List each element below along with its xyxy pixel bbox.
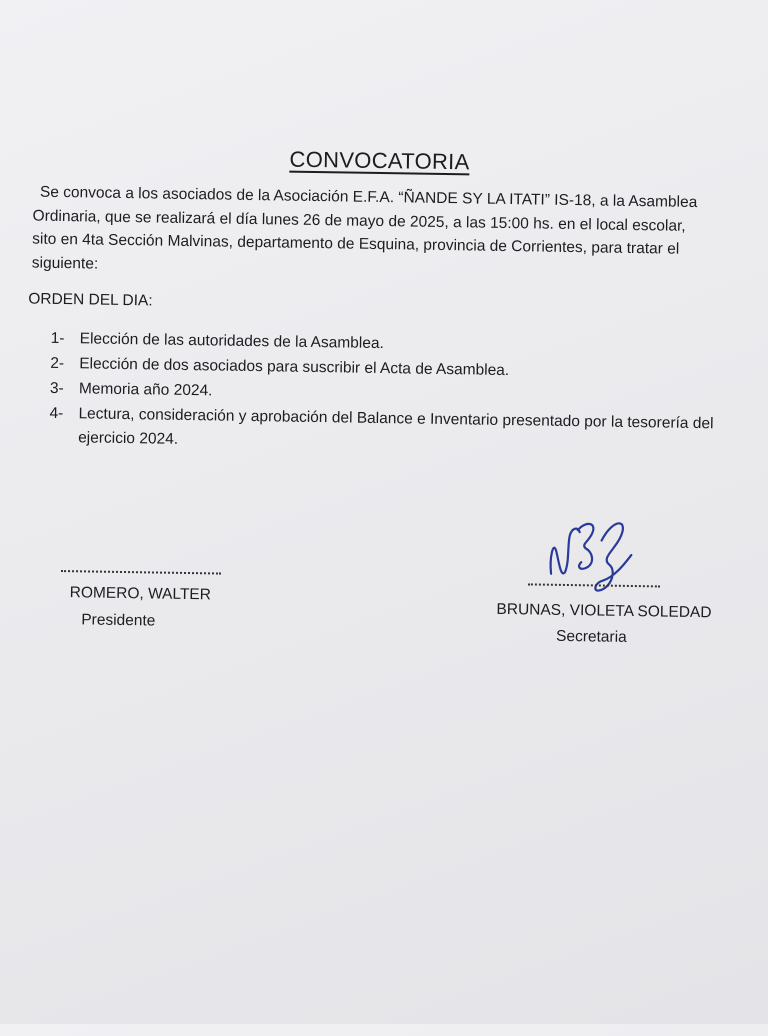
- agenda-item-number: 3-: [49, 379, 64, 398]
- president-name: ROMERO, WALTER: [69, 584, 212, 604]
- agenda-item-text: Memoria año 2024.: [78, 380, 213, 400]
- secretary-role: Secretaria: [555, 627, 627, 646]
- secretary-name: BRUNAS, VIOLETA SOLEDAD: [496, 600, 712, 622]
- president-role: Presidente: [81, 611, 156, 630]
- agenda-item-text: Lectura, consideración y aprobación del Balance e Inventario presentado por la tesorería del ejercicio 2024.: [78, 405, 714, 448]
- agenda-item-number: 4-: [49, 404, 64, 423]
- orden-del-dia-heading: ORDEN DEL DIA:: [28, 290, 153, 310]
- document-title: CONVOCATORIA: [289, 146, 470, 175]
- agenda-list: [49, 327, 716, 461]
- agenda-item-number: 1-: [50, 329, 65, 348]
- president-signature-line: [61, 570, 221, 575]
- agenda-item-text: Elección de dos asociados para suscribir el Acta de Asamblea.: [79, 355, 510, 380]
- intro-paragraph: Se convoca a los asociados de la Asociación E.F.A. “ÑANDE SY LA ITATI” IS-18, a la Asamblea Ordinaria, que se realizará el día lunes 26 de mayo de 2025, a las 15:00 hs. en el local escolar, sito en 4ta Sección Malvinas, departamento de Esquina, provincia de Corrientes, para tratar el siguiente:: [31, 183, 698, 273]
- agenda-item: [49, 402, 715, 459]
- agenda-item-text: Elección de las autoridades de la Asamblea.: [79, 330, 384, 353]
- agenda-item-number: 2-: [50, 354, 65, 373]
- handwritten-signature: [539, 512, 645, 604]
